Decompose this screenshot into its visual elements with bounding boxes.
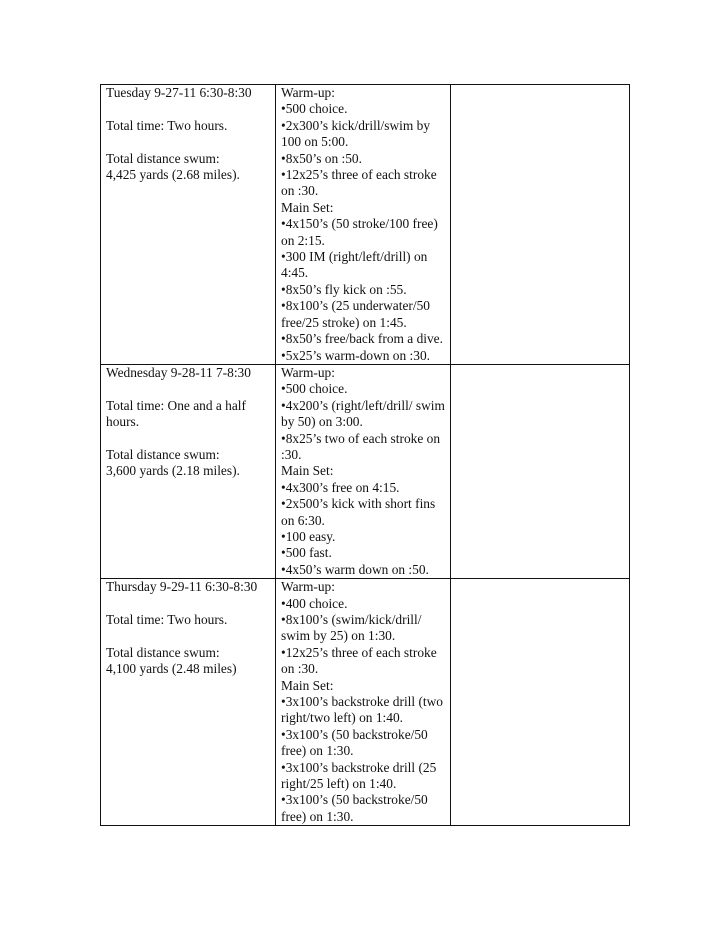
workout-line: •4x50’s warm down on :50.	[281, 561, 429, 577]
workout-line: •4x300’s free on 4:15.	[281, 479, 400, 495]
total-time: Total time: Two hours.	[106, 611, 228, 627]
workout-line: •8x50’s free/back from a dive.	[281, 331, 443, 347]
workout-line: •3x100’s (50 backstroke/50 free) on 1:30.	[281, 792, 428, 824]
distance-value: 3,600 yards (2.18 miles).	[106, 463, 240, 479]
workout-line: •3x100’s (50 backstroke/50 free) on 1:30.	[281, 726, 428, 759]
distance-label: Total distance swum:	[106, 446, 220, 462]
workout-line: •3x100’s backstroke drill (25 right/25 left) on 1:40.	[281, 759, 437, 792]
workout-line: •8x100’s (swim/kick/drill/ swim by 25) on 1:30.	[281, 612, 422, 644]
workout-cell	[276, 579, 451, 826]
notes-cell	[451, 364, 630, 578]
session-date: Thursday 9-29-11 6:30-8:30	[106, 579, 258, 595]
workout-line: Main Set:	[281, 677, 334, 693]
workout-line: •8x50’s on :50.	[281, 150, 362, 166]
workout-line: •4x200’s (right/left/drill/ swim by 50) on 3:00.	[281, 397, 445, 430]
distance-value: 4,425 yards (2.68 miles).	[106, 167, 240, 182]
table-row	[101, 364, 630, 578]
workout-line: •12x25’s three of each stroke on :30.	[281, 167, 437, 199]
session-date: Tuesday 9-27-11 6:30-8:30	[106, 85, 252, 100]
workout-line: •100 easy.	[281, 528, 336, 544]
notes-cell	[451, 85, 630, 365]
distance-label: Total distance swum:	[106, 644, 220, 660]
workout-line: •8x100’s (25 underwater/50 free/25 stroke) on 1:45.	[281, 298, 430, 330]
distance-label: Total distance swum:	[106, 150, 220, 166]
session-info-cell	[101, 85, 276, 365]
workout-line: Warm-up:	[281, 579, 335, 595]
workout-line: •8x25’s two of each stroke on :30.	[281, 430, 441, 462]
distance-value: 4,100 yards (2.48 miles)	[106, 661, 237, 677]
workout-line: Warm-up:	[281, 364, 335, 380]
workout-line: Warm-up:	[281, 85, 335, 100]
workout-line: •4x150’s (50 stroke/100 free) on 2:15.	[281, 216, 438, 248]
notes-cell	[451, 579, 630, 826]
workout-cell	[276, 364, 451, 578]
workout-line: •2x300’s kick/drill/swim by 100 on 5:00.	[281, 117, 431, 150]
workout-line: •2x500’s kick with short fins on 6:30.	[281, 496, 436, 528]
workout-line: Main Set:	[281, 199, 334, 215]
session-date: Wednesday 9-28-11 7-8:30	[106, 364, 251, 380]
workout-line: •3x100’s backstroke drill (two right/two left) on 1:40.	[281, 694, 444, 726]
workout-line: •5x25’s warm-down on :30.	[281, 347, 430, 363]
total-time: Total time: One and a half hours.	[106, 397, 246, 430]
workout-line: •12x25’s three of each stroke on :30.	[281, 644, 437, 677]
workout-line: •500 choice.	[281, 101, 348, 117]
workout-line: •300 IM (right/left/drill) on 4:45.	[281, 249, 428, 281]
session-info-cell	[101, 364, 276, 578]
workout-line: •500 fast.	[281, 545, 332, 561]
table-row	[101, 85, 630, 365]
workout-line: •8x50’s fly kick on :55.	[281, 281, 407, 297]
session-info-cell	[101, 579, 276, 826]
swim-workout-table	[100, 84, 630, 826]
workout-cell	[276, 85, 451, 365]
table-row	[101, 579, 630, 826]
workout-line: Main Set:	[281, 463, 334, 479]
total-time: Total time: Two hours.	[106, 117, 228, 133]
workout-line: •500 choice.	[281, 381, 348, 397]
workout-line: •400 choice.	[281, 595, 348, 611]
